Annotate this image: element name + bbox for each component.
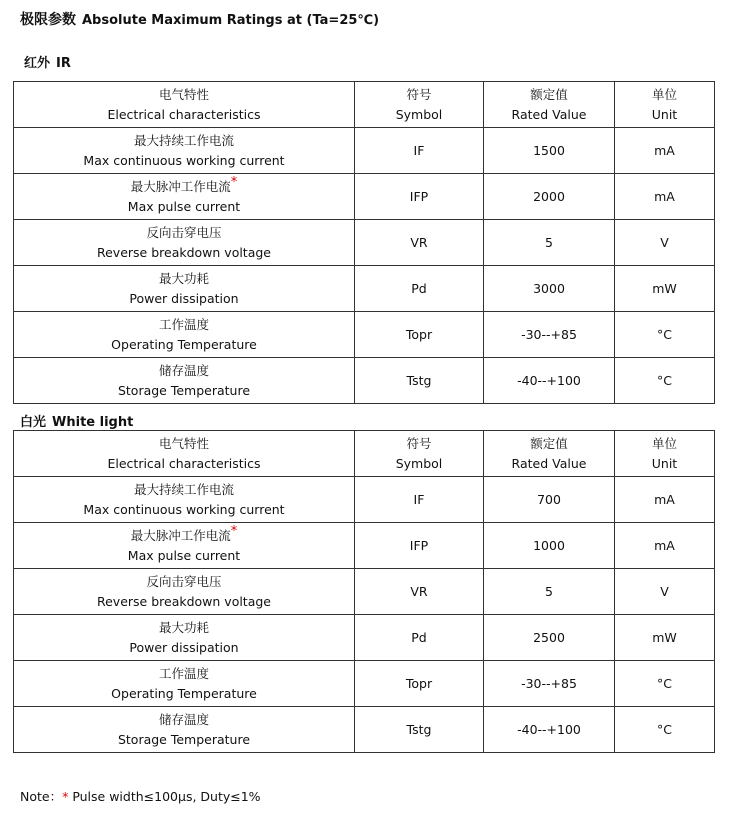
table-header-row <box>14 82 715 128</box>
table-row <box>14 266 715 312</box>
header-param-cn: 电气特性 <box>158 435 209 451</box>
symbol-cell: IF <box>355 128 484 174</box>
footnote-star: * <box>230 174 238 190</box>
footnote-prefix: Note： <box>20 789 63 804</box>
unit-cell: °C <box>615 358 715 404</box>
param-en: Operating Temperature <box>111 685 257 701</box>
value-cell: -30--+85 <box>484 312 615 358</box>
header-cell-unit <box>615 431 715 477</box>
page-title-en: Absolute Maximum Ratings at (Ta=25℃) <box>82 13 380 28</box>
param-cn: 最大脉冲工作电流 <box>130 527 231 543</box>
header-cell-value <box>484 82 615 128</box>
header-param-en: Electrical characteristics <box>107 455 261 471</box>
param-cell <box>14 128 355 174</box>
header-unit-en: Unit <box>651 455 678 471</box>
header-value-en: Rated Value <box>511 455 587 471</box>
section-title-white <box>20 411 133 430</box>
section-title-en: White light <box>52 415 134 430</box>
section-title-cn: 白光 <box>20 415 47 430</box>
header-cell-symbol <box>355 431 484 477</box>
unit-cell: °C <box>615 312 715 358</box>
param-cell <box>14 661 355 707</box>
header-value-en: Rated Value <box>511 106 587 122</box>
param-cell <box>14 220 355 266</box>
param-cn: 最大脉冲工作电流 <box>130 178 231 194</box>
unit-cell: °C <box>615 661 715 707</box>
header-unit-cn: 单位 <box>651 86 677 102</box>
param-en: Max pulse current <box>127 547 241 563</box>
param-cn: 最大功耗 <box>158 270 209 286</box>
symbol-cell: IFP <box>355 523 484 569</box>
symbol-cell: Topr <box>355 312 484 358</box>
unit-cell: mW <box>615 266 715 312</box>
param-cell <box>14 569 355 615</box>
param-cn: 反向击穿电压 <box>146 573 222 589</box>
table-row <box>14 661 715 707</box>
param-cell <box>14 477 355 523</box>
header-unit-en: Unit <box>651 106 678 122</box>
value-cell: 5 <box>484 569 615 615</box>
table-row <box>14 615 715 661</box>
symbol-cell: Tstg <box>355 358 484 404</box>
param-cell <box>14 266 355 312</box>
value-cell: 2000 <box>484 174 615 220</box>
symbol-cell: VR <box>355 220 484 266</box>
symbol-cell: Pd <box>355 266 484 312</box>
param-cn: 最大持续工作电流 <box>133 132 234 148</box>
param-en: Operating Temperature <box>111 336 257 352</box>
unit-cell: mW <box>615 615 715 661</box>
table-row <box>14 358 715 404</box>
header-param-en: Electrical characteristics <box>107 106 261 122</box>
value-cell: -30--+85 <box>484 661 615 707</box>
header-cell-param <box>14 82 355 128</box>
symbol-cell: IF <box>355 477 484 523</box>
unit-cell: °C <box>615 707 715 753</box>
value-cell: -40--+100 <box>484 707 615 753</box>
table-header-row <box>14 431 715 477</box>
value-cell: 5 <box>484 220 615 266</box>
header-symbol-cn: 符号 <box>406 86 432 102</box>
table-row <box>14 569 715 615</box>
table-row <box>14 312 715 358</box>
header-symbol-en: Symbol <box>395 455 443 471</box>
value-cell: 2500 <box>484 615 615 661</box>
table-row <box>14 174 715 220</box>
unit-cell: V <box>615 569 715 615</box>
header-cell-symbol <box>355 82 484 128</box>
unit-cell: mA <box>615 174 715 220</box>
param-cn: 储存温度 <box>158 362 209 378</box>
param-cell <box>14 312 355 358</box>
header-unit-cn: 单位 <box>651 435 677 451</box>
footnote-text: Pulse width≤100μs, Duty≤1% <box>68 789 261 804</box>
footnote-star: * <box>230 523 238 539</box>
section-title-en: IR <box>56 56 71 71</box>
table-row <box>14 477 715 523</box>
table-row <box>14 220 715 266</box>
unit-cell: mA <box>615 477 715 523</box>
param-en: Power dissipation <box>129 639 239 655</box>
param-cell <box>14 523 355 569</box>
param-en: Reverse breakdown voltage <box>96 593 271 609</box>
unit-cell: mA <box>615 523 715 569</box>
param-en: Storage Temperature <box>117 382 251 398</box>
page-title-cn: 极限参数 <box>20 12 76 28</box>
page-title <box>20 9 379 29</box>
param-cn: 工作温度 <box>158 316 209 332</box>
footnote-star: * <box>62 789 69 804</box>
header-cell-value <box>484 431 615 477</box>
table-row <box>14 523 715 569</box>
symbol-cell: Pd <box>355 615 484 661</box>
symbol-cell: IFP <box>355 174 484 220</box>
footnote <box>20 787 261 805</box>
param-cell <box>14 174 355 220</box>
ratings-table-white <box>13 430 715 753</box>
value-cell: 3000 <box>484 266 615 312</box>
section-title-cn: 红外 <box>24 56 51 71</box>
header-value-cn: 额定值 <box>530 86 568 102</box>
param-en: Power dissipation <box>129 290 239 306</box>
param-en: Reverse breakdown voltage <box>96 244 271 260</box>
param-cell <box>14 615 355 661</box>
param-cn: 工作温度 <box>158 665 209 681</box>
param-en: Max pulse current <box>127 198 241 214</box>
param-en: Max continuous working current <box>83 501 285 517</box>
value-cell: -40--+100 <box>484 358 615 404</box>
param-cell <box>14 358 355 404</box>
param-cn: 反向击穿电压 <box>146 224 222 240</box>
header-symbol-cn: 符号 <box>406 435 432 451</box>
table-row <box>14 707 715 753</box>
header-value-cn: 额定值 <box>530 435 568 451</box>
param-en: Max continuous working current <box>83 152 285 168</box>
symbol-cell: Topr <box>355 661 484 707</box>
param-en: Storage Temperature <box>117 731 251 747</box>
table-row <box>14 128 715 174</box>
header-symbol-en: Symbol <box>395 106 443 122</box>
section-title-ir <box>24 52 71 71</box>
value-cell: 1500 <box>484 128 615 174</box>
ratings-table-ir <box>13 81 715 404</box>
unit-cell: mA <box>615 128 715 174</box>
unit-cell: V <box>615 220 715 266</box>
header-cell-param <box>14 431 355 477</box>
symbol-cell: VR <box>355 569 484 615</box>
header-param-cn: 电气特性 <box>158 86 209 102</box>
value-cell: 700 <box>484 477 615 523</box>
param-cn: 最大持续工作电流 <box>133 481 234 497</box>
param-cn: 储存温度 <box>158 711 209 727</box>
symbol-cell: Tstg <box>355 707 484 753</box>
param-cn: 最大功耗 <box>158 619 209 635</box>
value-cell: 1000 <box>484 523 615 569</box>
param-cell <box>14 707 355 753</box>
header-cell-unit <box>615 82 715 128</box>
